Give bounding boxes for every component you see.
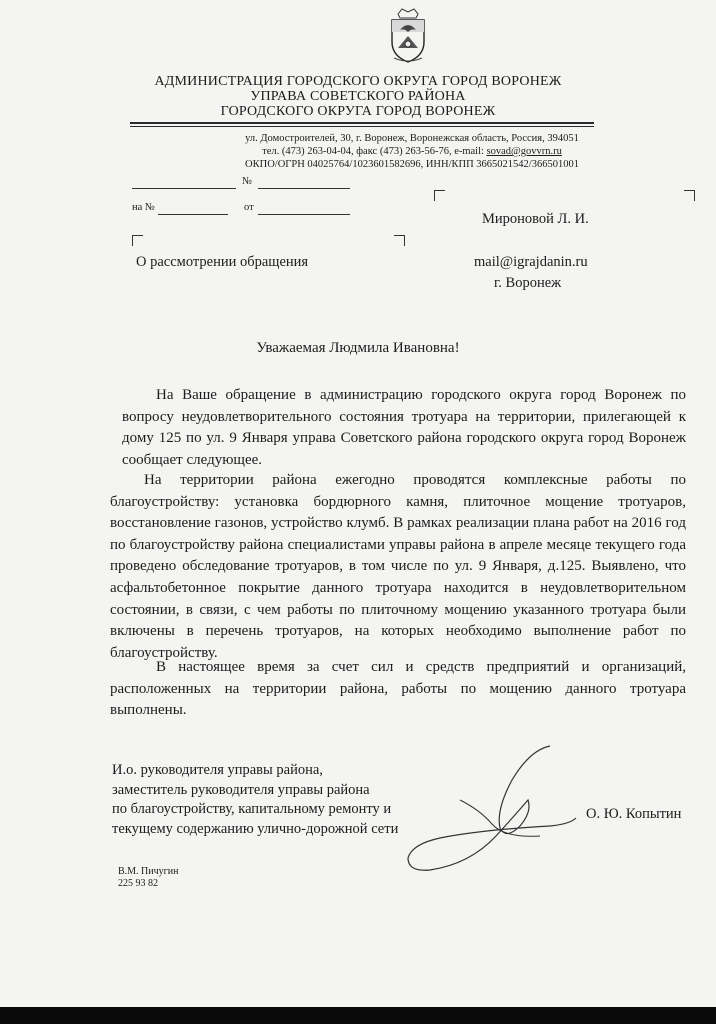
- recipient-name: Мироновой Л. И.: [482, 211, 589, 227]
- org-name-line3: ГОРОДСКОГО ОКРУГА ГОРОД ВОРОНЕЖ: [220, 104, 496, 119]
- contacts-text: тел. (473) 263-04-04, факс (473) 263-56-76, e-mail:: [262, 146, 487, 157]
- coat-of-arms-icon: [388, 8, 428, 64]
- executor-info: [118, 866, 178, 890]
- incoming-date-blank: [258, 214, 350, 215]
- position-line: заместитель руководителя управы района: [112, 781, 370, 798]
- contacts-line: [54, 145, 716, 158]
- org-name-line2: УПРАВА СОВЕТСКОГО РАЙОНА: [250, 89, 466, 104]
- incoming-date-label: от: [244, 202, 254, 213]
- position-line: по благоустройству, капитальному ремонту и: [112, 801, 392, 817]
- reg-number-sign: №: [242, 176, 253, 187]
- position-line: И.о. руководителя управы района,: [112, 762, 323, 778]
- executor-name: В.М. Пичугин: [118, 866, 179, 877]
- subject-corner-left: [132, 235, 143, 246]
- signatory-position: [112, 761, 398, 839]
- incoming-number-label: на №: [132, 202, 155, 213]
- addressee-corner-left: [434, 190, 445, 201]
- signatory-name: О. Ю. Копытин: [586, 806, 682, 822]
- greeting: Уважаемая Людмила Ивановна!: [256, 340, 460, 356]
- position-line: текущему содержанию улично-дорожной сети: [112, 820, 399, 837]
- address-line: ул. Домостроителей, 30, г. Воронеж, Воронежская область, Россия, 394051: [245, 133, 579, 144]
- org-name-line1: АДМИНИСТРАЦИЯ ГОРОДСКОГО ОКРУГА ГОРОД ВОРОНЕЖ: [154, 74, 562, 89]
- addressee-corner-right: [684, 190, 695, 201]
- recipient-email[interactable]: mail@igrajdanin.ru: [474, 254, 588, 270]
- reg-number-blank: [258, 188, 350, 189]
- paragraph-text: На Ваше обращение в администрацию городского округа город Воронеж по вопросу неудовлетворительного состояния тротуара на территории, прилегающей к дому 125 по ул. 9 Января управа Советского района городского округа город Воронеж сообщает следующее.: [122, 387, 686, 468]
- recipient-city: г. Воронеж: [494, 275, 562, 291]
- incoming-number-blank: [158, 214, 228, 215]
- letter-paragraph-2: [110, 470, 686, 664]
- letter-paragraph-3: [110, 657, 686, 722]
- handwritten-signature: [400, 740, 580, 880]
- letter-paragraph-1: [122, 385, 686, 471]
- org-email-link[interactable]: sovad@govvrn.ru: [486, 146, 562, 157]
- header-rule-thin: [130, 126, 594, 127]
- paragraph-text: На территории района ежегодно проводятся комплексные работы по благоустройству: установка бордюрного камня, плиточное мощение тротуаров, восстановление газонов, устройство клумб. В рамках реализации плана работ на 2016 год по благоустройству района специалистами управы района в апреле месяце текущего года проведено обследование тротуаров, в том числе по ул. 9 Января, д.125. Выявлено, что асфальтобетонное покрытие данного тротуара находится в неудовлетворительном состоянии, в связи, с чем работы по плиточному мощению указанного тротуара были включены в перечень тротуаров, на которых необходимо выполнение работ по благоустройству.: [110, 472, 686, 661]
- header-rule: [130, 122, 594, 124]
- scan-edge: [0, 1007, 716, 1024]
- letter-subject: О рассмотрении обращения: [136, 254, 309, 270]
- executor-phone: 225 93 82: [118, 878, 158, 889]
- reg-date-blank: [132, 188, 236, 189]
- paragraph-text: В настоящее время за счет сил и средств предприятий и организаций, расположенных на территории района, работы по мощению данного тротуара выполнены.: [110, 659, 686, 719]
- registration-codes: ОКПО/ОГРН 04025764/1023601582696, ИНН/КПП 3665021542/366501001: [245, 159, 579, 170]
- subject-corner-right: [394, 235, 405, 246]
